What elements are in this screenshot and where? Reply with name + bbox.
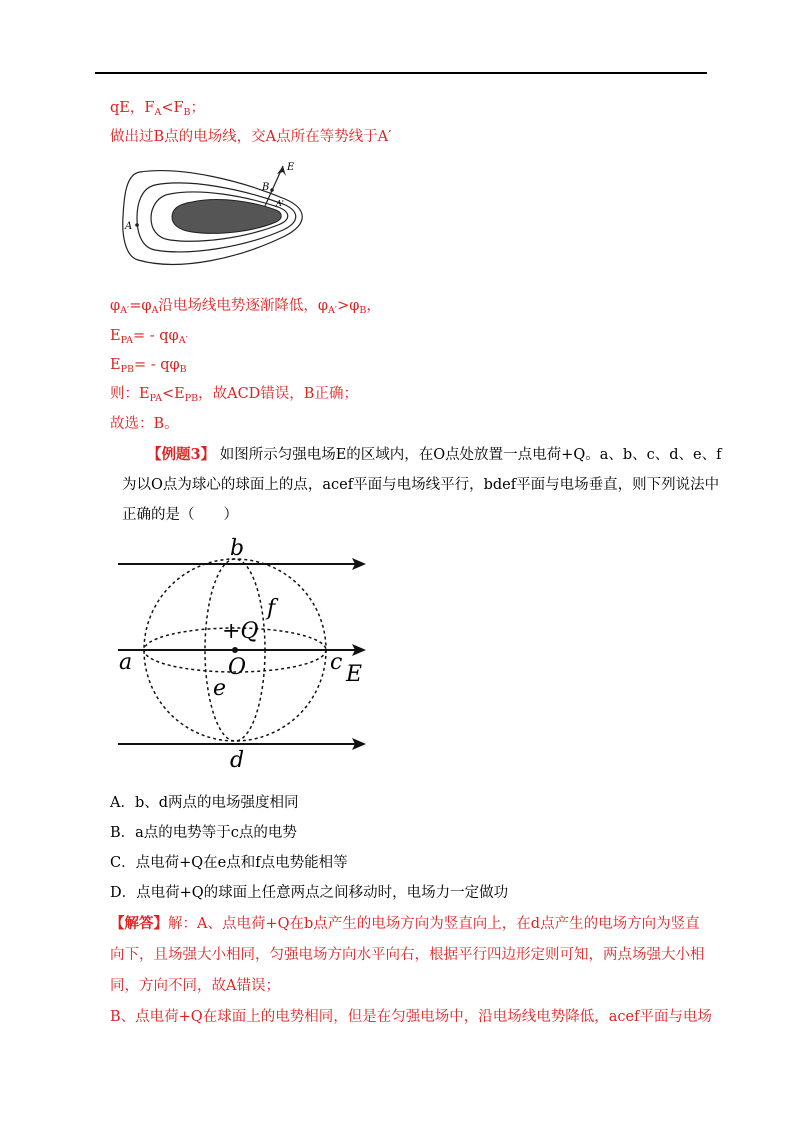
example-stem-line-3: 正确的是（ ） — [122, 507, 238, 523]
solution-line-5: $E_{PB}= - q\varphi_B$ — [110, 357, 187, 375]
label-plus-Q: +Q — [222, 619, 259, 644]
option-c[interactable]: C．点电荷+Q在e点和f点电势能相等 — [110, 855, 348, 871]
label-B: B — [262, 182, 270, 193]
solution-line-1: qE，$F_A<F_B$； — [110, 100, 206, 118]
example-stem-line-2: 为以O点为球心的球面上的点，acef平面与电场线平行，bdef平面与电场垂直，则下列说法中 — [122, 477, 720, 493]
option-b[interactable]: B．a点的电势等于c点的电势 — [110, 825, 297, 841]
answer-line-4: B、点电荷+Q在球面上的电势相同，但是在匀强电场中，沿电场线电势降低，acef平面与电场 — [110, 1009, 712, 1025]
answer-line-1: 【解答】解：A、点电荷+Q在b点产生的电场方向为竖直向上，在d点产生的电场方向为竖直 — [110, 915, 700, 932]
label-e: e — [213, 676, 227, 701]
point-O — [232, 647, 238, 653]
label-A: A — [125, 221, 133, 232]
solution-line-2: 做出过B点的电场线，交A点所在等势线于A′ — [110, 129, 392, 145]
label-b: b — [230, 536, 245, 561]
solution-line-3: $\varphi_{A'}=\varphi_A$沿电场线电势逐渐降低，$\varphi_{A'}>\varphi_B$， — [110, 298, 381, 316]
equipotential-figure — [120, 152, 305, 274]
label-E-field: E — [346, 662, 363, 687]
label-O: O — [228, 655, 247, 680]
label-d: d — [230, 748, 245, 773]
solution-line-7: 故选：B。 — [110, 416, 179, 432]
label-E: E — [287, 162, 295, 173]
answer-line-3: 同，方向不同，故A错误； — [110, 978, 280, 994]
charged-body — [172, 200, 281, 234]
sphere-field-figure — [110, 535, 380, 775]
solution-line-6: 则：$E_{PA}<E_{PB}$，故ACD错误，B正确； — [110, 386, 358, 404]
option-a[interactable]: A．b、d两点的电场强度相同 — [110, 795, 299, 811]
option-d[interactable]: D．点电荷+Q的球面上任意两点之间移动时，电场力一定做功 — [110, 885, 509, 901]
example-tag: 【例题3】 — [147, 446, 216, 463]
header-rule — [95, 72, 707, 74]
answer-line-2: 向下，且场强大小相同，匀强电场方向水平向右，根据平行四边形定则可知，两点场强大小相 — [110, 947, 705, 963]
label-f: f — [267, 596, 276, 621]
point-B — [270, 188, 274, 192]
solution-line-4: $E_{PA}= - q\varphi_{A'}$ — [110, 328, 188, 346]
answer-tag: 【解答】 — [110, 915, 168, 932]
point-A — [135, 223, 139, 227]
label-c: c — [330, 650, 343, 675]
label-A-prime: A' — [276, 199, 284, 208]
label-a: a — [119, 650, 133, 675]
example-stem-line-1: 【例题3】 如图所示匀强电场E的区域内，在O点处放置一点电荷+Q。a、b、c、d、e、f — [147, 446, 722, 463]
field-arrow-head — [277, 166, 286, 176]
